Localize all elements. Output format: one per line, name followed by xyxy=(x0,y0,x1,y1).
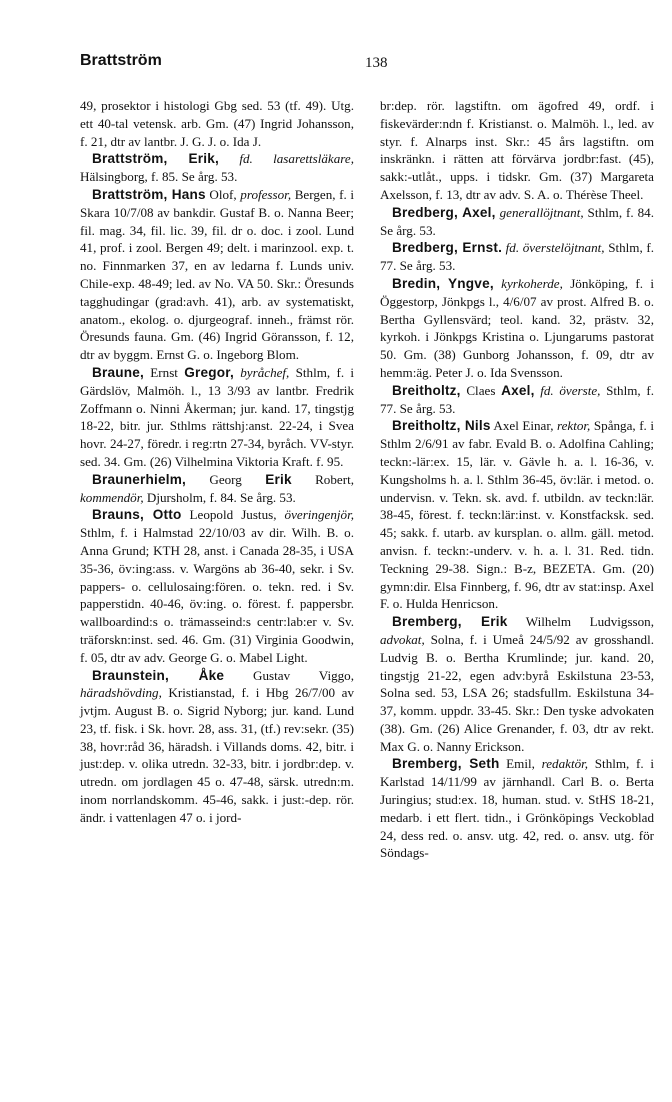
entry-occupation: generallöjtnant, xyxy=(499,204,584,220)
entry-text: 49, prosektor i histologi Gbg sed. 53 (tf. 49). Utg. ett 40-tal vetensk. arb. Gm. (47) Ingrid Johansson, f. 21, dtr av lantbr. J. G. J. o. Ida J. xyxy=(80,98,354,149)
biography-entry xyxy=(80,364,354,471)
entry-text: Djursholm, f. 84. Se årg. 53. xyxy=(143,489,296,505)
entry-text: Hälsingborg, f. 85. Se årg. 53. xyxy=(80,169,238,185)
biography-entry xyxy=(380,382,654,418)
entry-occupation: redaktör, xyxy=(541,756,589,772)
entry-text: br:dep. rör. lagstiftn. om ägofred 49, ordf. i fiskevärder:ndn f. Kristianst. o. Malmöh. l., led. av styr. f. Alnarps inst. Skr.: 45 års lagstiftn. om inskränkn. i rätten att förvärva jordbr:fast. (45), sakk:-utlåt., upps. i tidskr. Gm. (37) Margareta Axelsson, f. 13, dtr av adv. S. A. o. Thérèse Theel. xyxy=(380,98,654,202)
biography-entry xyxy=(380,204,654,240)
entry-text: Jönköping, f. i Öggestorp, Jönkpgs l., 4/6/07 av prost. Alfred B. o. Bertha Gyllensvärd; teol. kand. 32, prästv. 32, kyrkoh. i Jönkpgs Kristina o. Ljungarums pastorat 50. Gm. (38) Gunborg Johansson, f. 09, dtr av hemm:äg. Peter J. o. Ida Svensson. xyxy=(380,275,655,380)
entry-headword: Brauns, Otto xyxy=(92,507,182,523)
entry-occupation: fd. lasarettsläkare, xyxy=(239,151,354,167)
entry-occupation: kyrkoherde, xyxy=(501,275,563,291)
entry-occupation: advokat, xyxy=(380,631,425,647)
entry-headword: Brattström, Erik, xyxy=(92,151,219,167)
two-column-body xyxy=(80,97,654,862)
entry-text: Axel Einar, xyxy=(490,418,557,434)
entry-headword: Breitholtz, Nils xyxy=(392,418,491,434)
biography-entry xyxy=(80,97,354,150)
entry-headword: Brattström, Hans xyxy=(92,186,206,202)
entry-headword: Bredin, Yngve, xyxy=(392,275,494,291)
entry-text: Sthlm, f. 77. Se årg. 53. xyxy=(380,240,654,274)
biography-entry xyxy=(380,755,654,862)
page-number: 138 xyxy=(365,55,388,71)
entry-headword-part: Axel, xyxy=(501,382,535,398)
entry-headword: Bremberg, Seth xyxy=(392,756,500,772)
biography-entry xyxy=(380,613,654,755)
entry-headword: Braunstein, Åke xyxy=(92,667,225,683)
entry-occupation: häradshövding, xyxy=(80,685,162,701)
biography-entry xyxy=(380,417,654,613)
entry-headword: Breitholtz, xyxy=(392,382,461,398)
biography-entry xyxy=(80,150,354,186)
entry-occupation: byråchef, xyxy=(240,364,290,380)
entry-text: Kristianstad, f. i Hbg 26/7/00 av jvtjm. August B. o. Sigrid Nyborg; jur. kand. Lund 23, tf. fisk. i Sk. hovr. 28, ass. 31, (tf.) rev:sekr. (35) 38, hovr:råd 36, häradsh. i Villands doms. 42, bitr. i just:dep. v. olika utredn. 32-33, bitr. i jordbr:dep. v. utredn. om jordlagen 45 o. 47-48, särsk. utredn:m. inom norrlandskomm. 45-46, sakk. i just:-dep. rör. ändr. i vattenlagen 47 o. i jord- xyxy=(80,685,354,825)
biography-entry xyxy=(380,275,654,382)
entry-occupation: kommendör, xyxy=(80,489,144,505)
entry-occupation: professor, xyxy=(240,186,292,202)
biography-entry xyxy=(80,186,354,364)
entry-text: Georg xyxy=(186,471,266,487)
entry-text: Bergen, f. i Skara 10/7/08 av bankdir. Gustaf B. o. Nanna Beer; fil. mag. 34, fil. lic. 39, fil. dr o. doc. i zool. Lund 41, prof. i zool. Bergen 49; delt. i marinzool. exp. t. no. Finnmarken 37, en av ledarna f. Lunds univ. Chile-exp. 48-49; led. av No. VA 50. Skr.: Öresunds tagghudingar (grad:avh. 41), arb. av systematiskt, anatom., ekolog. o. djurgeograf. inneh., främst rör. Öresunds fauna. Gm. (46) Ingrid Göransson, f. 12, dtr av byggm. Ernst G. o. Ingeborg Blom. xyxy=(80,186,354,363)
right-column xyxy=(380,97,654,862)
entry-headword-part: Erik xyxy=(265,471,292,487)
entry-text: Sthlm, f. i Gärdslöv, Malmöh. l., 13 3/93 av lantbr. Fredrik Zoffmann o. Ninni Åkerman; jur. kand. 17, tingstjg 18-22, bitr. jur. Sthlms rättshj:anst. 22-24, i Svea hovr. 24-27, föredr. i reg:rtn 27-34, byråch. VV-styr. sed. 34. Gm. (26) Vilhelmina Viktoria Kraft. f. 95. xyxy=(80,364,355,469)
entry-text: Sthlm, f. 84. Se årg. 53. xyxy=(380,204,654,238)
entry-text: Claes xyxy=(460,382,502,398)
entry-headword: Braunerhielm, xyxy=(92,471,187,487)
entry-occupation: rektor, xyxy=(557,418,591,434)
entry-headword: Bredberg, Axel, xyxy=(392,204,496,220)
entry-headword: Bremberg, Erik xyxy=(392,614,508,630)
running-head: Brattström xyxy=(80,52,162,69)
entry-headword: Braune, xyxy=(92,364,145,380)
entry-headword-part: Gregor, xyxy=(184,364,234,380)
entry-text: Sthlm, f. 77. Se årg. 53. xyxy=(380,382,654,416)
biography-entry xyxy=(380,97,654,204)
entry-text: Leopold Justus, xyxy=(181,507,285,523)
entry-text: Olof, xyxy=(205,186,241,202)
entry-text: Ernst xyxy=(144,364,185,380)
entry-text: Gustav Viggo, xyxy=(224,667,354,683)
biography-entry xyxy=(380,239,654,275)
entry-text: Solna, f. i Umeå 24/5/92 av grosshandl. Ludvig B. o. Bertha Krumlinde; jur. kand. 20, tingstjg 21-22, egen adv:byrå Eskilstuna 23-53, Solna sed. 53, LSA 26; stadsfullm. Eskilstuna 34-37, komm. uppdr. 33-45. Skr.: Den tyske advokaten (38). Gm. (26) Alice Grenander, f. 03, dtr av rekt. Max G. o. Nanny Erickson. xyxy=(380,631,654,754)
entry-text: Wilhelm Ludvigsson, xyxy=(507,614,654,630)
entry-occupation: fd. överste, xyxy=(540,382,601,398)
entry-text: Robert, xyxy=(291,471,354,487)
entry-text: Emil, xyxy=(499,756,542,772)
entry-text: Sthlm, f. i Halmstad 22/10/03 av dir. Wilh. B. o. Anna Grund; KTH 28, anst. i Canada 28-35, i USA 35-36, öv:ing:ass. v. Wargöns ab 36-40, sekr. i Sv. pappers- o. cellulosaing:fören. o. tekn. red. i Sv. papperstidn. 40-46, öv:ing. o. förest. f. pappersbr. wallboardind:s o. trämasseind:s centr:lab:er v. Sv. träforskn:inst. sed. 46. Gm. (31) Virginia Goodwin, f. 05, dtr av adv. George G. o. Mabel Light. xyxy=(80,525,354,665)
biography-entry xyxy=(80,471,354,507)
entry-occupation: fd. överstelöjtnant, xyxy=(505,240,605,256)
entry-occupation: överingenjör, xyxy=(284,507,354,523)
biography-entry xyxy=(80,506,354,666)
left-column xyxy=(80,97,354,862)
biography-entry xyxy=(80,667,354,827)
entry-text: Sthlm, f. i Karlstad 14/11/99 av järnhandl. Carl B. o. Berta Juringius; stud:ex. 18, human. stud. v. StHS 18-21, medarb. i ett flert. tidn., i Grönköpings Veckoblad 24, dess red. o. ansv. utg. 42, red. o. ansv. utg. för Söndags- xyxy=(380,756,655,861)
entry-text: Spånga, f. i Sthlm 2/6/91 av fabr. Evald B. o. Adolfina Cahling; teckn:-lär:ex. 15, lär. v. Gävle h. a. l. 16-36, v. Kungsholms h. a. l. Sthlm 36-45, öv:lär. i metod. o. undervisn. v. Tekn. sk. avd. f. utbildn. av teckn:lär. 38-45, förest. f. teckn:lär:inst. v. Konstfacksk. sed. 45; sakk. f. utarb. av kursplan. o. allm. gäll. metod. anvisn. f. teckn:-underv. v. h. a. l. 31. Red. tidn. Teckning 29-38. Sign.: B-z, BEZETA. Gm. (20) gymn:dir. Elsa Finnberg, f. 96, dtr av stat:insp. Axel F. o. Hulda Henricson. xyxy=(380,418,654,612)
entry-headword: Bredberg, Ernst. xyxy=(392,240,503,256)
